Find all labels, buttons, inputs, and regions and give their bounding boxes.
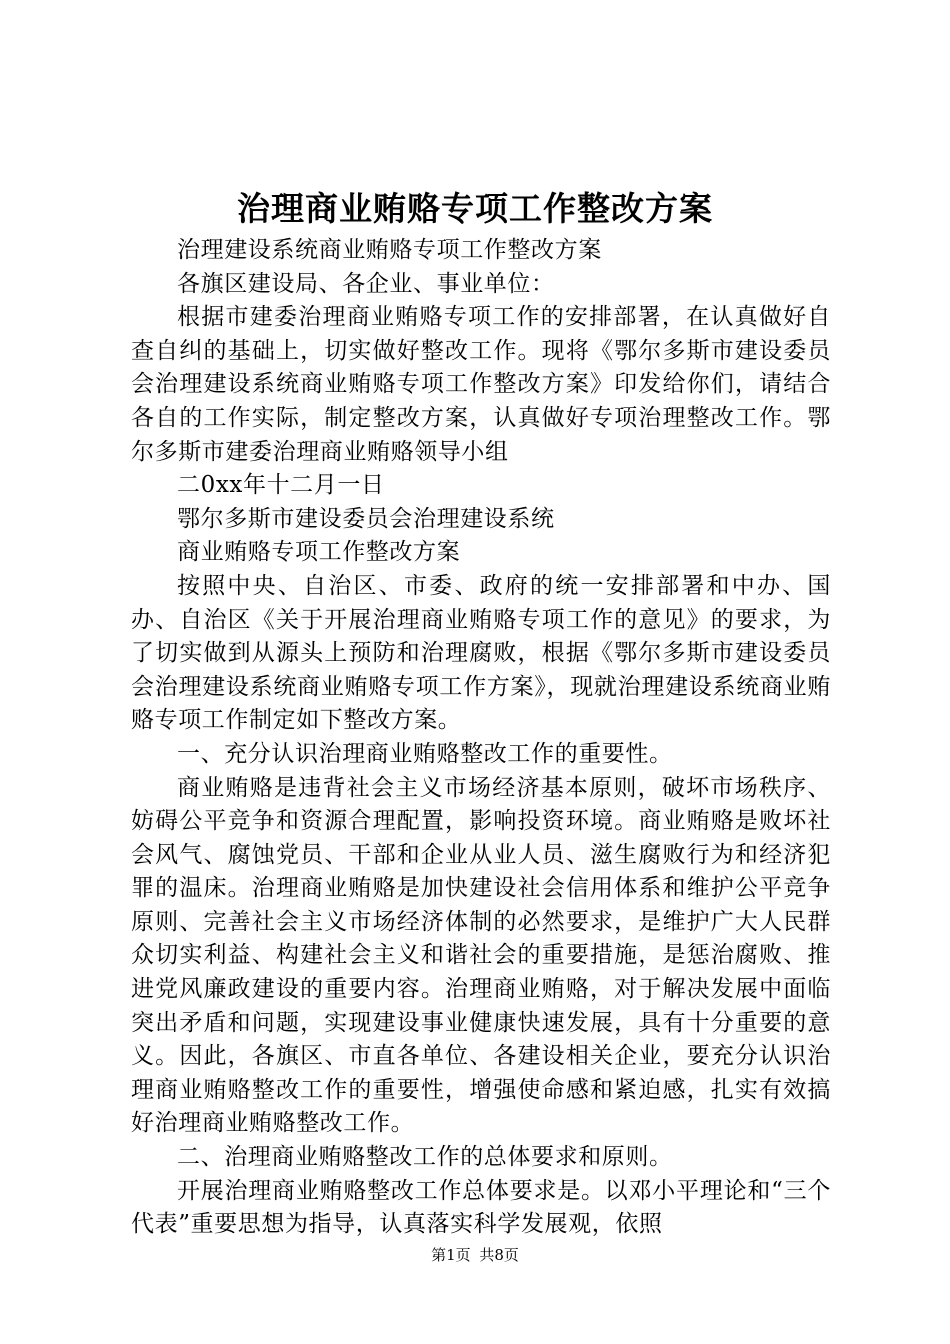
- document-body: [131, 234, 831, 1242]
- paragraph-subtitle: 治理建设系统商业贿赂专项工作整改方案: [177, 237, 602, 263]
- document-title: 治理商业贿赂专项工作整改方案: [237, 189, 713, 228]
- paragraph-notice: 根据市建委治理商业贿赂专项工作的安排部署，在认真做好自查自纠的基础上，切实做好整改工作。现将《鄂尔多斯市建设委员会治理建设系统商业贿赂专项工作整改方案》印发给你们，请结合各自的工作实际，制定整改方案，认真做好专项治理整改工作。鄂尔多斯市建委治理商业贿赂领导小组: [131, 304, 831, 465]
- section-heading-2: 二、治理商业贿赂整改工作的总体要求和原则。: [177, 1144, 673, 1171]
- paragraph-plan-title-line1: 鄂尔多斯市建设委员会治理建设系统: [177, 505, 555, 532]
- paragraph-addressee: 各旗区建设局、各企业、事业单位：: [177, 270, 555, 297]
- page-number-footer: 第1页 共8页: [431, 1246, 519, 1264]
- paragraph-intro: 按照中央、自治区、市委、政府的统一安排部署和中办、国办、自治区《关于开展治理商业贿赂专项工作的意见》的要求，为了切实做到从源头上预防和治理腐败，根据《鄂尔多斯市建设委员会治理建设系统商业贿赂专项工作方案》，现就治理建设系统商业贿赂专项工作制定如下整改方案。: [131, 572, 831, 734]
- paragraph-section-2: 开展治理商业贿赂整改工作总体要求是。以邓小平理论和“三个代表”重要思想为指导，认真落实科学发展观，依照: [131, 1177, 831, 1238]
- paragraph-section-1: 商业贿赂是违背社会主义市场经济基本原则，破坏市场秩序、妨碍公平竞争和资源合理配置，影响投资环境。商业贿赂是败坏社会风气、腐蚀党员、干部和企业从业人员、滋生腐败行为和经济犯罪的温床。治理商业贿赂是加快建设社会信用体系和维护公平竞争原则、完善社会主义市场经济体制的必然要求，是维护广大人民群众切实利益、构建社会主义和谐社会的重要措施，是惩治腐败、推进党风廉政建设的重要内容。治理商业贿赂，对于解决发展中面临突出矛盾和问题，实现建设事业健康快速发展，具有十分重要的意义。因此，各旗区、市直各单位、各建设相关企业，要充分认识治理商业贿赂整改工作的重要性，增强使命感和紧迫感，扎实有效搞好治理商业贿赂整改工作。: [131, 774, 831, 1137]
- paragraph-plan-title-line2: 商业贿赂专项工作整改方案: [177, 539, 461, 566]
- paragraph-date: 二0xx年十二月一日: [177, 472, 385, 499]
- section-heading-1: 一、充分认识治理商业贿赂整改工作的重要性。: [177, 740, 673, 767]
